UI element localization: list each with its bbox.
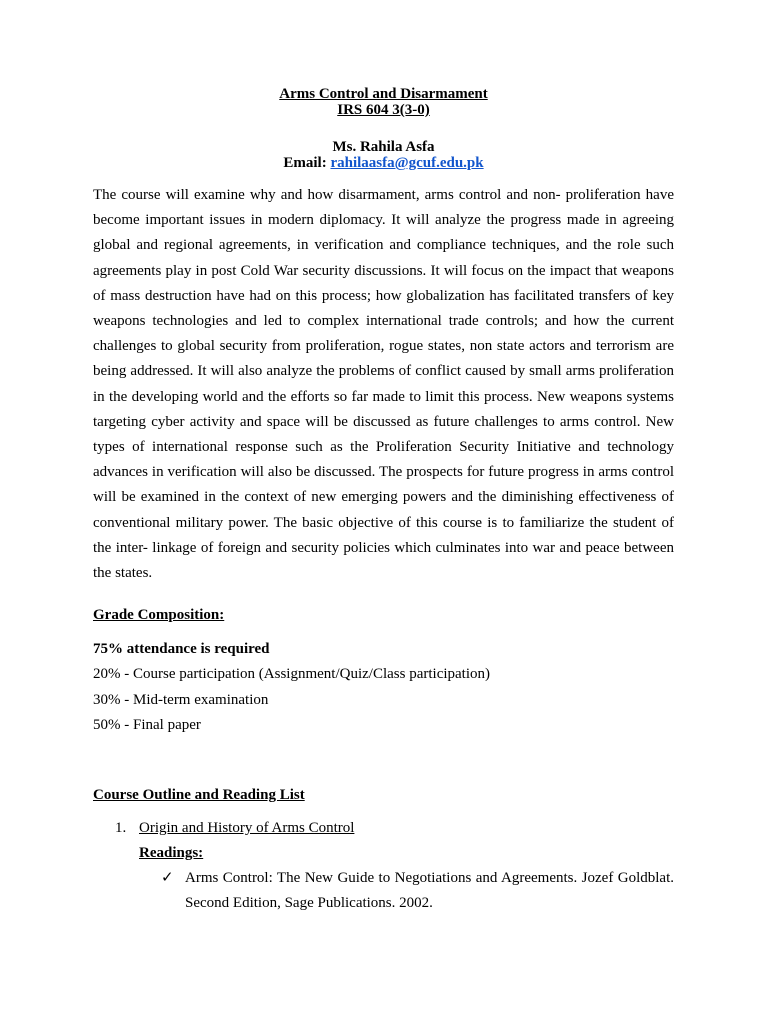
reading-entry — [161, 866, 674, 916]
email-line — [93, 155, 674, 171]
outline-item-title: Origin and History of Arms Control — [139, 820, 355, 837]
grade-item: 30% - Mid-term examination — [93, 691, 269, 708]
grade-composition-list — [93, 637, 674, 738]
document-header — [93, 86, 674, 171]
course-code: IRS 604 3(3-0) — [337, 102, 430, 118]
grade-composition-heading: Grade Composition: — [93, 607, 225, 624]
course-outline-heading: Course Outline and Reading List — [93, 787, 305, 804]
grade-item: 50% - Final paper — [93, 716, 201, 733]
outline-item — [93, 816, 674, 916]
check-icon: ✓ — [161, 870, 174, 887]
course-description: The course will examine why and how disarmament, arms control and non- proliferation have become important issues in modern diplomacy. It will analyze the progress made in agreeing global and regional agreements, in verification and compliance techniques, and the role such agreements play in post Cold War security discussions. It will focus on the impact that weapons of mass destruction have had on this process; how globalization has facilitated transfers of key weapons technologies and led to complex international trade controls; and how the current challenges to global security from proliferation, rogue states, non state actors and terrorism are being addressed. It will also analyze the problems of conflict caused by small arms proliferation in the developing world and the efforts so far made to limit this process. New weapons systems targeting cyber activity and space will be discussed as future challenges to arms control. New types of international response such as the Proliferation Security Initiative and technology advances in verification will also be discussed. The prospects for future progress in arms control will be examined in the context of new emerging powers and the diminishing effectiveness of conventional military power. The basic objective of this course is to familiarize the student of the inter- linkage of foreign and security policies which culminates into war and peace between the states. — [93, 187, 674, 582]
reading-citation: Arms Control: The New Guide to Negotiations and Agreements. Jozef Goldblat. Second Edition, Sage Publications. 2002. — [185, 870, 674, 912]
readings-label: Readings: — [139, 845, 204, 862]
instructor-name: Ms. Rahila Asfa — [332, 139, 435, 155]
outline-item-number: 1. — [115, 820, 127, 837]
attendance-requirement: 75% attendance is required — [93, 641, 270, 658]
email-label: Email: — [283, 155, 327, 171]
grade-item: 20% - Course participation (Assignment/Quiz/Class participation) — [93, 666, 491, 683]
course-title: Arms Control and Disarmament — [279, 86, 488, 102]
email-link[interactable]: rahilaasfa@gcuf.edu.pk — [330, 155, 484, 171]
document-page — [93, 86, 674, 916]
